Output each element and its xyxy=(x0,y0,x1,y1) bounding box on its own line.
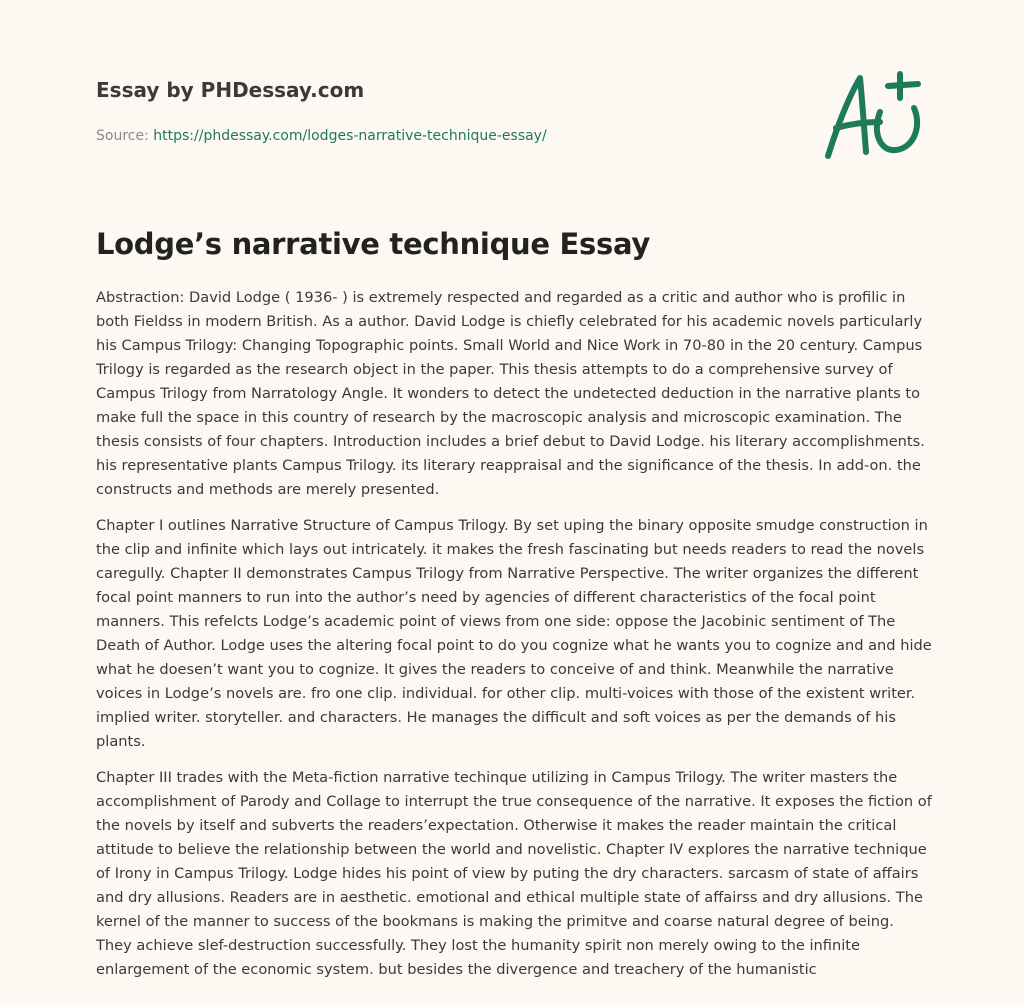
essay-body xyxy=(96,286,932,994)
site-title: Essay by PHDessay.com xyxy=(96,78,365,102)
paragraph: Abstraction: David Lodge ( 1936- ) is extremely respected and regarded as a critic and author who is profilic in both Fieldss in modern British. As a author. David Lodge is chiefly celebrated for his academic novels particularly his Campus Trilogy: Changing Topographic points. Small World and Nice Work in 70-80 in the 20 century. Campus Trilogy is regarded as the research object in the paper. This thesis attempts to do a comprehensive survey of Campus Trilogy from Narratology Angle. It wonders to detect the undetected deduction in the narrative plants to make full the space in this country of research by the macroscopic analysis and microscopic examination. The thesis consists of four chapters. Introduction includes a brief debut to David Lodge. his literary accomplishments. his representative plants Campus Trilogy. its literary reappraisal and the significance of the thesis. In add-on. the constructs and methods are merely presented. xyxy=(96,289,925,498)
source-label: Source: xyxy=(96,128,149,144)
paragraph: Chapter I outlines Narrative Structure of Campus Trilogy. By set uping the binary opposite smudge construction in the clip and infinite which lays out intricately. it makes the fresh fascinating but needs readers to read the novels caregully. Chapter II demonstrates Campus Trilogy from Narrative Perspective. The writer organizes the different focal point manners to run into the author’s need by agencies of different characteristics of the focal point manners. This refelcts Lodge’s academic point of views from one side: oppose the Jacobinic sentiment of The Death of Author. Lodge uses the altering focal point to do you cognize what he wants you to cognize and and hide what he doesen’t want you to cognize. It gives the readers to conceive of and think. Meanwhile the narrative voices in Lodge’s novels are. fro one clip. individual. for other clip. multi-voices with those of the existent writer. implied writer. storyteller. and characters. He manages the difficult and soft voices as per the demands of his plants. xyxy=(96,517,932,750)
essay-title: Lodge’s narrative technique Essay xyxy=(96,227,650,261)
source-line xyxy=(96,126,796,146)
source-link[interactable]: https://phdessay.com/lodges-narrative-technique-essay/ xyxy=(153,128,547,144)
a-plus-logo-icon xyxy=(818,68,930,164)
paragraph: Chapter III trades with the Meta-fiction narrative techinque utilizing in Campus Trilogy. The writer masters the accomplishment of Parody and Collage to interrupt the true consequence of the narrative. It exposes the fiction of the novels by itself and subverts the readers’expectation. Otherwise it makes the reader maintain the critical attitude to believe the relationship between the world and novelistic. Chapter IV explores the narrative technique of Irony in Campus Trilogy. Lodge hides his point of view by puting the dry characters. sarcasm of state of affairs and dry allusions. Readers are in aesthetic. emotional and ethical multiple state of affairss and dry allusions. The kernel of the manner to success of the bookmans is making the primitve and coarse natural degree of being. They achieve slef-destruction successfully. They lost the humanity spirit non merely owing to the infinite enlargement of the economic system. but besides the divergence and treachery of the humanistic xyxy=(96,769,932,978)
page-header xyxy=(96,76,796,146)
